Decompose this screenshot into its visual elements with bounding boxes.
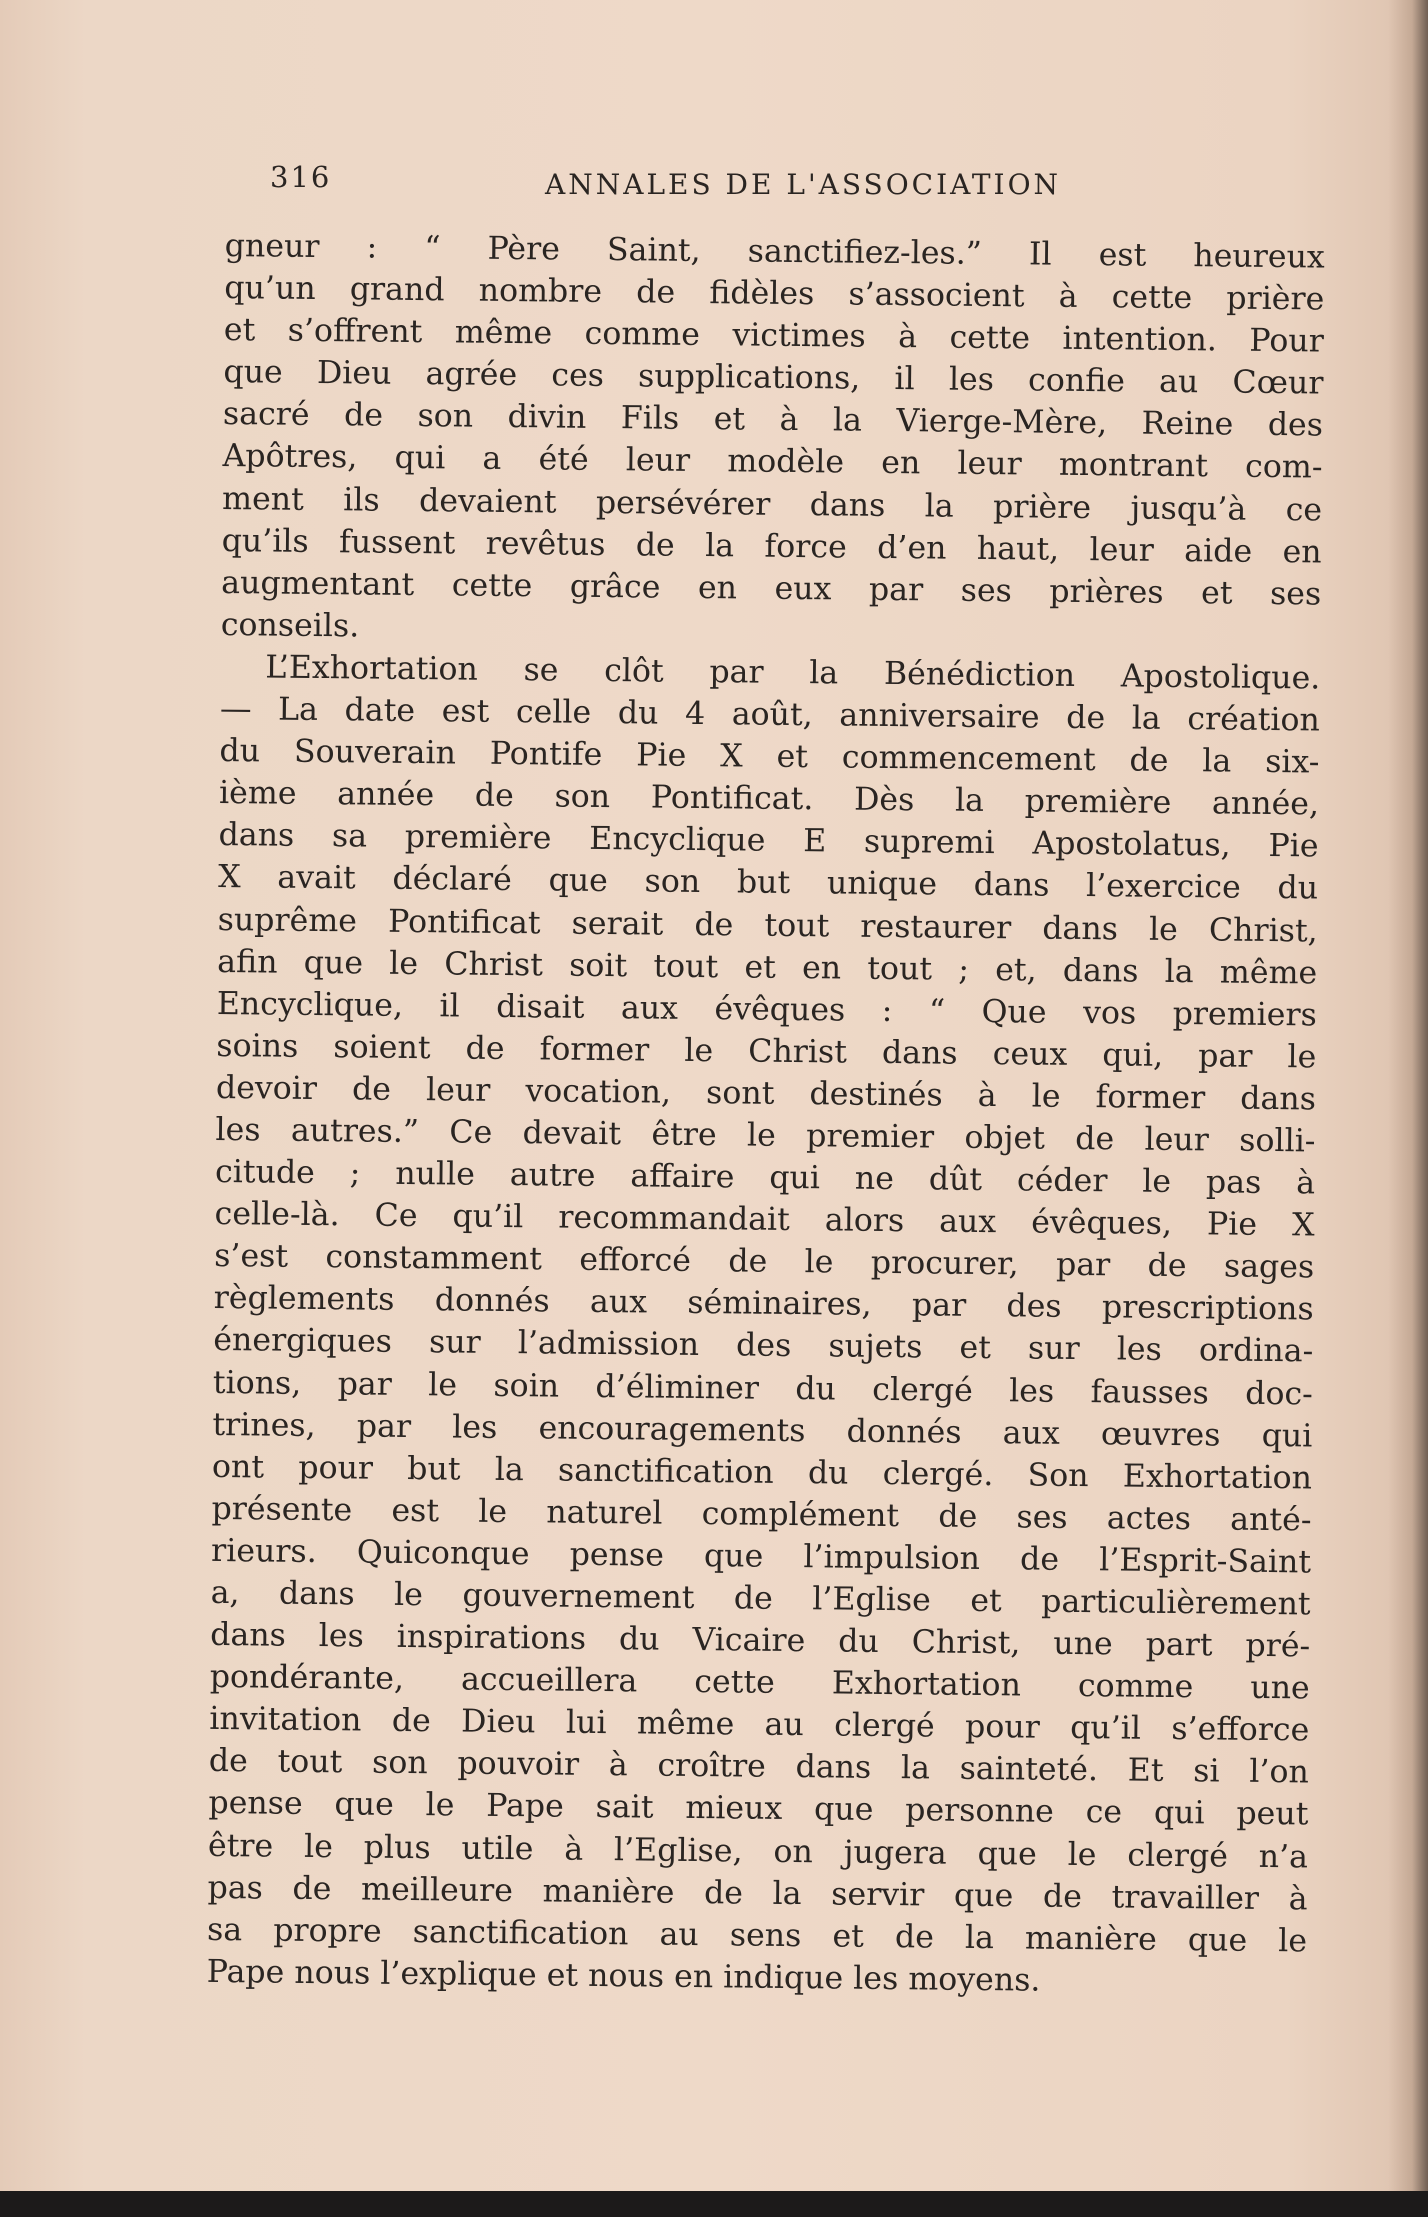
text-line: L’Exhortation se clôt par la Bénédiction Apostolique. — [265, 649, 1321, 697]
text-line: que Dieu agrée ces supplications, il les confie au Cœur — [223, 354, 1324, 402]
running-head: ANNALES DE L'ASSOCIATION — [545, 168, 1062, 201]
body-text — [206, 225, 1324, 2004]
text-line: pondérante, accueillera cette Exhortation comme une — [209, 1659, 1310, 1707]
text-line: trines, par les encouragements donnés aux œuvres qui — [212, 1406, 1313, 1455]
text-line: tions, par le soin d’éliminer du clergé les fausses doc- — [212, 1364, 1314, 1412]
text-line: ment ils devaient persévérer dans la prière jusqu’à ce — [221, 480, 1323, 529]
text-line: augmentant cette grâce en eux par ses prières et ses — [221, 564, 1322, 613]
text-line: celle-là. Ce qu’il recommandait alors aux évêques, Pie X — [214, 1196, 1315, 1244]
text-line: citude ; nulle autre affaire qui ne dût céder le pas à — [214, 1154, 1316, 1202]
text-line: sacré de son divin Fils et à la Vierge-Mère, Reine des — [222, 396, 1324, 444]
text-line: ième année de son Pontificat. Dès la première année, — [218, 775, 1320, 823]
text-line: invitation de Dieu lui même au clergé pour qu’il s’efforce — [209, 1701, 1310, 1749]
page-header — [270, 160, 1100, 210]
text-line: règlements donnés aux séminaires, par des prescriptions — [213, 1280, 1314, 1328]
text-line: qu’ils fussent revêtus de la force d’en haut, leur aide en — [221, 522, 1322, 571]
text-line: Encyclique, il disait aux évêques : “ Que vos premiers — [216, 985, 1317, 1034]
text-line: a, dans le gouvernement de l’Eglise et particulièrement — [210, 1574, 1311, 1623]
text-line: les autres.” Ce devait être le premier objet de leur solli- — [215, 1111, 1316, 1160]
text-line: énergiques sur l’admission des sujets et sur les ordina- — [213, 1322, 1314, 1370]
text-line: afin que le Christ soit tout et en tout ; et, dans la même — [217, 943, 1318, 992]
text-line: s’est constamment efforcé de le procurer, par de sages — [214, 1238, 1315, 1286]
page-bottom-edge — [0, 2191, 1428, 2217]
page-number: 316 — [270, 160, 332, 194]
text-line: rieurs. Quiconque pense que l’impulsion de l’Esprit-Saint — [210, 1532, 1312, 1581]
text-line: — La date est celle du 4 août, anniversaire de la création — [219, 691, 1321, 739]
text-line: devoir de leur vocation, sont destinés à le former dans — [215, 1069, 1317, 1118]
text-line: du Souverain Pontife Pie X et commencement de la six- — [219, 733, 1320, 781]
text-line: présente est le naturel complément de ses actes anté- — [211, 1490, 1312, 1539]
text-line: conseils. — [220, 606, 360, 645]
text-line: sa propre sanctification au sens et de la manière que le — [206, 1911, 1308, 1960]
text-line: suprême Pontificat serait de tout restaurer dans le Christ, — [217, 901, 1318, 949]
text-line: gneur : “ Père Saint, sanctifiez-les.” Il est heureux — [224, 227, 1325, 276]
text-line: Apôtres, qui a été leur modèle en leur montrant com- — [222, 438, 1323, 486]
text-line: dans sa première Encyclique E supremi Apostolatus, Pie — [218, 817, 1319, 865]
text-line: de tout son pouvoir à croître dans la sainteté. Et si l’on — [208, 1743, 1310, 1791]
text-line: et s’offrent même comme victimes à cette intention. Pour — [223, 312, 1325, 360]
text-line: être le plus utile à l’Eglise, on jugera que le clergé n’a — [207, 1827, 1309, 1875]
text-line: dans les inspirations du Vicaire du Christ, une part pré- — [210, 1617, 1311, 1665]
text-line: Pape nous l’explique et nous en indique les moyens. — [206, 1953, 1041, 1999]
text-line: soins soient de former le Christ dans ceux qui, par le — [216, 1027, 1317, 1076]
text-line: pas de meilleure manière de la servir que de travailler à — [207, 1869, 1308, 1918]
page-spine-shadow — [1388, 0, 1428, 2217]
text-line: pense que le Pape sait mieux que personne ce qui peut — [208, 1785, 1309, 1833]
text-line: X avait déclaré que son but unique dans l’exercice du — [217, 859, 1319, 907]
text-line: qu’un grand nombre de fidèles s’associent à cette prière — [224, 270, 1325, 318]
text-line: ont pour but la sanctification du clergé. Son Exhortation — [211, 1448, 1313, 1497]
